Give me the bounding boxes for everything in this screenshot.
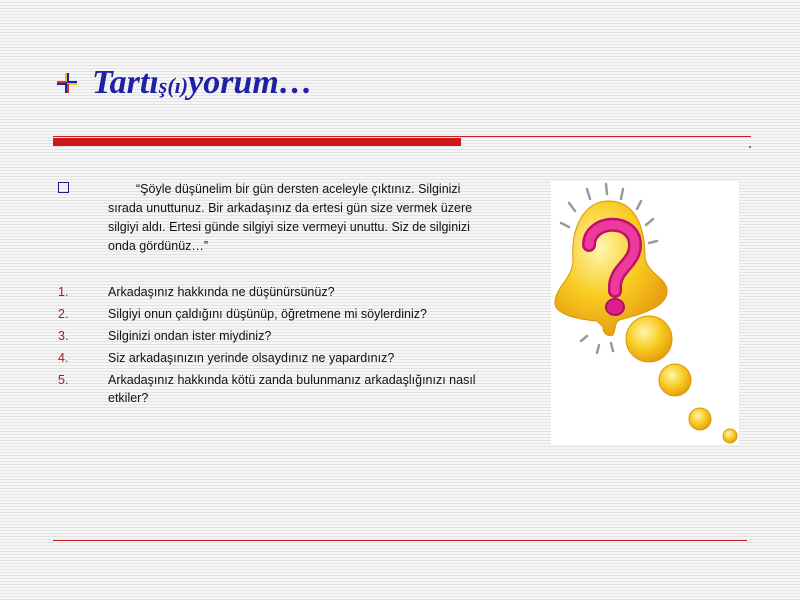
list-number: 2.	[58, 307, 69, 321]
list-item	[58, 371, 498, 407]
list-number: 5.	[58, 373, 69, 387]
intro-text: “Şöyle düşünelim bir gün dersten aceleyle çıktınız. Silginizi sırada unuttunuz. Bir arkadaşınız da ertesi gün size vermek üzere silgiyi aldı. Ertesi günde silgiyi size vermeyi unuttu. Siz de silginizi onda gördünüz…”	[108, 182, 473, 253]
list-text: Silgiyi onun çaldığını düşünüp, öğretmene mi söylerdiniz?	[108, 307, 427, 321]
list-item	[58, 327, 498, 345]
hollow-square-bullet-icon	[58, 182, 69, 193]
list-text: Arkadaşınız hakkında kötü zanda bulunmanız arkadaşlığınızı nasıl etkiler?	[108, 373, 476, 405]
list-text: Arkadaşınız hakkında ne düşünürsünüz?	[108, 285, 335, 299]
bottom-divider	[53, 540, 747, 541]
slide-title-row	[56, 58, 313, 108]
question-mark-bubble-icon	[551, 181, 739, 444]
slide-title: Tartış(ı)yorum…	[92, 64, 313, 101]
question-list	[58, 283, 498, 411]
list-number: 4.	[58, 351, 69, 365]
list-number: 1.	[58, 285, 69, 299]
list-text: Silginizi ondan ister miydiniz?	[108, 329, 272, 343]
list-item	[58, 283, 498, 301]
title-divider	[53, 135, 751, 147]
plus-star-bullet-icon	[56, 72, 78, 94]
list-text: Siz arkadaşınızın yerinde olsaydınız ne yapardınız?	[108, 351, 395, 365]
list-item	[58, 305, 498, 323]
list-item	[58, 349, 498, 367]
list-number: 3.	[58, 329, 69, 343]
question-mark-illustration	[551, 181, 739, 444]
